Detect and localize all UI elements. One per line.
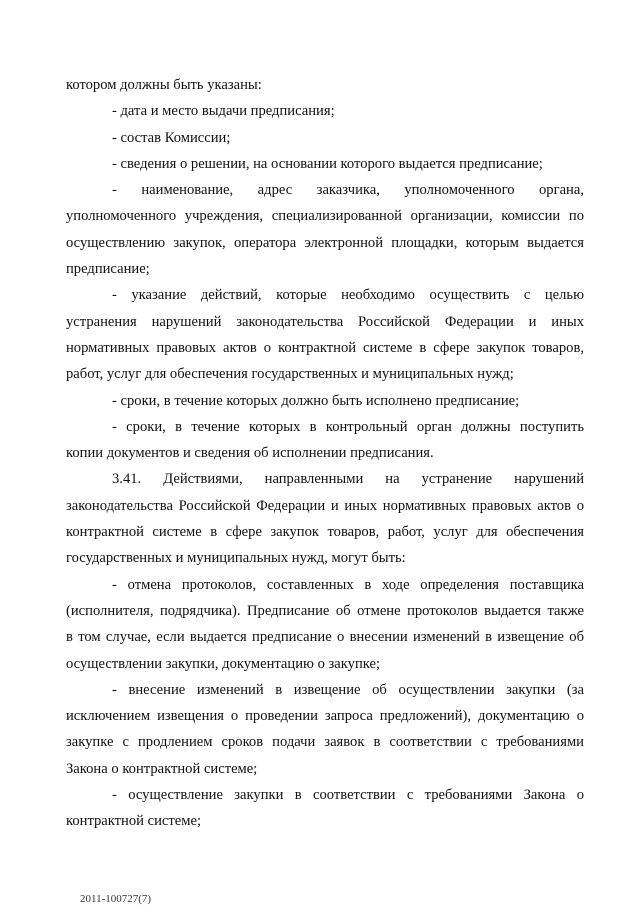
text-line: осуществлении закупки, документацию о закупке;	[66, 655, 381, 672]
text-line: нормативных правовых актов о контрактной системе в сфере закупок товаров,	[66, 339, 584, 356]
text-line: 3.41. Действиями, направленными на устранение нарушений	[112, 471, 584, 488]
text-line: - указание действий, которые необходимо осуществить с целью	[112, 287, 584, 304]
text-line: государственных и муниципальных нужд, могут быть:	[66, 550, 406, 567]
text-line: - сведения о решении, на основании которого выдается предписание;	[112, 155, 543, 172]
text-line: контрактной системе в сфере закупок товаров, работ, услуг для обеспечения	[66, 524, 584, 541]
text-line: контрактной системе;	[66, 813, 202, 830]
text-line: - отмена протоколов, составленных в ходе определения поставщика	[112, 576, 584, 593]
text-line: котором должны быть указаны:	[66, 77, 262, 93]
text-line: устранения нарушений законодательства Российской Федерации и иных	[66, 313, 584, 330]
text-line: - наименование, адрес заказчика, уполномоченного органа,	[112, 182, 584, 199]
text-line: Закона о контрактной системе;	[66, 760, 258, 777]
text-line: - внесение изменений в извещение об осуществлении закупки (за	[112, 681, 584, 698]
text-line: уполномоченного учреждения, специализированной организации, комиссии по	[66, 208, 584, 225]
text-line: - дата и место выдачи предписания;	[112, 103, 335, 120]
text-line: - сроки, в течение которых должно быть исполнено предписание;	[112, 392, 520, 409]
text-line: копии документов и сведения об исполнении предписания.	[66, 445, 434, 462]
text-line: законодательства Российской Федерации и иных нормативных правовых актов о	[66, 497, 584, 514]
text-line: (исполнителя, подрядчика). Предписание об отмене протоколов выдается также	[66, 602, 584, 619]
text-line: предписание;	[66, 261, 150, 278]
text-line: осуществлению закупок, оператора электронной площадки, которым выдается	[66, 234, 584, 251]
text-line: закупке с продлением сроков подачи заявок в соответствии с требованиями	[66, 734, 584, 751]
document-footer-code: 2011-100727(7)	[80, 893, 152, 905]
text-line: в том случае, если выдается предписание о внесении изменений в извещение об	[66, 629, 584, 646]
document-body	[66, 72, 584, 835]
text-line: - сроки, в течение которых в контрольный орган должны поступить	[112, 418, 584, 435]
text-line: - состав Комиссии;	[112, 129, 231, 146]
text-line: работ, услуг для обеспечения государственных и муниципальных нужд;	[66, 366, 514, 383]
text-line: - осуществление закупки в соответствии с требованиями Закона о	[112, 787, 584, 804]
text-line: исключением извещения о проведении запроса предложений), документацию о	[66, 708, 584, 725]
